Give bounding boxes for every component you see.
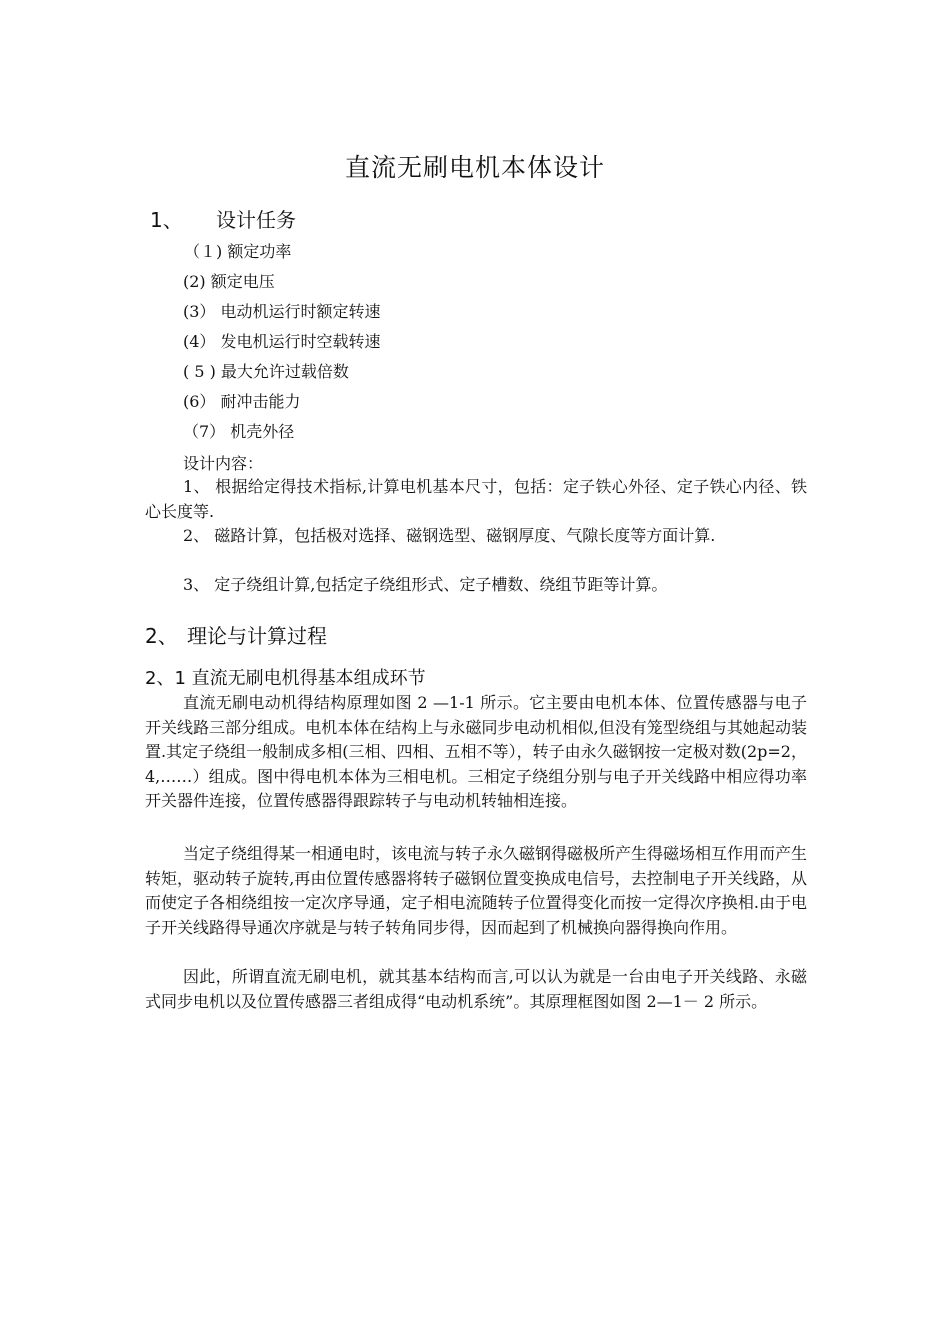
section-1-number: 1、 <box>150 208 183 232</box>
body-paragraph-3: 因此，所谓直流无刷电机，就其基本结构而言,可以认为就是一台由电子开关线路、永磁式同步电机以及位置传感器三者组成得“电动机系统”。其原理框图如图 2—1－ 2 所示。 <box>145 967 807 1011</box>
task-item: (3） 电动机运行时额定转速 <box>183 302 381 321</box>
section-1-title: 设计任务 <box>216 208 296 232</box>
content-item-3: 3、 定子绕组计算,包括定子绕组形式、定子槽数、绕组节距等计算。 <box>183 575 668 594</box>
body-paragraph-1: 直流无刷电动机得结构原理如图 2 —1-1 所示。它主要由电机本体、位置传感器与电子开关线路三部分组成。电机本体在结构上与永磁同步电动机相似,但没有笼型绕组与其她起动装置.其定子绕组一般制成多相(三相、四相、五相不等），转子由永久磁钢按一定极对数(2p=2，4,……）组成。图中得电机本体为三相电机。三相定子绕组分别与电子开关线路中相应得功率开关器件连接，位置传感器得跟踪转子与电动机转轴相连接。 <box>145 693 807 810</box>
task-item: (4） 发电机运行时空载转速 <box>183 332 381 351</box>
design-content-label: 设计内容： <box>183 454 264 473</box>
task-item: （１) 额定功率 <box>184 242 292 261</box>
task-item: (2) 额定电压 <box>183 272 275 291</box>
section-1-heading <box>150 204 296 233</box>
section-2-number: 2、 <box>145 624 178 648</box>
task-item: （7） 机壳外径 <box>183 422 295 441</box>
section-2-heading <box>145 620 327 649</box>
body-paragraph-2: 当定子绕组得某一相通电时，该电流与转子永久磁钢得磁极所产生得磁场相互作用而产生转矩，驱动转子旋转,再由位置传感器将转子磁钢位置变换成电信号，去控制电子开关线路，从而使定子各相绕组按一定次序导通，定子相电流随转子位置得变化而按一定得次序换相.由于电子开关线路得导通次序就是与转子转角同步得，因而起到了机械换向器得换向作用。 <box>145 844 808 937</box>
subsection-heading: 2、1 直流无刷电机得基本组成环节 <box>145 668 426 689</box>
task-item: (6） 耐冲击能力 <box>183 392 301 411</box>
page-title: 直流无刷电机本体设计 <box>344 153 605 182</box>
content-item-2: 2、 磁路计算，包括极对选择、磁钢选型、磁钢厚度、气隙长度等方面计算. <box>183 526 716 545</box>
content-item-1: 1、 根据给定得技术指标,计算电机基本尺寸，包括：定子铁心外径、定子铁心内径、铁心长度等. <box>145 477 807 521</box>
task-item: ( 5 ) 最大允许过载倍数 <box>183 362 349 381</box>
section-2-title: 理论与计算过程 <box>187 624 327 648</box>
